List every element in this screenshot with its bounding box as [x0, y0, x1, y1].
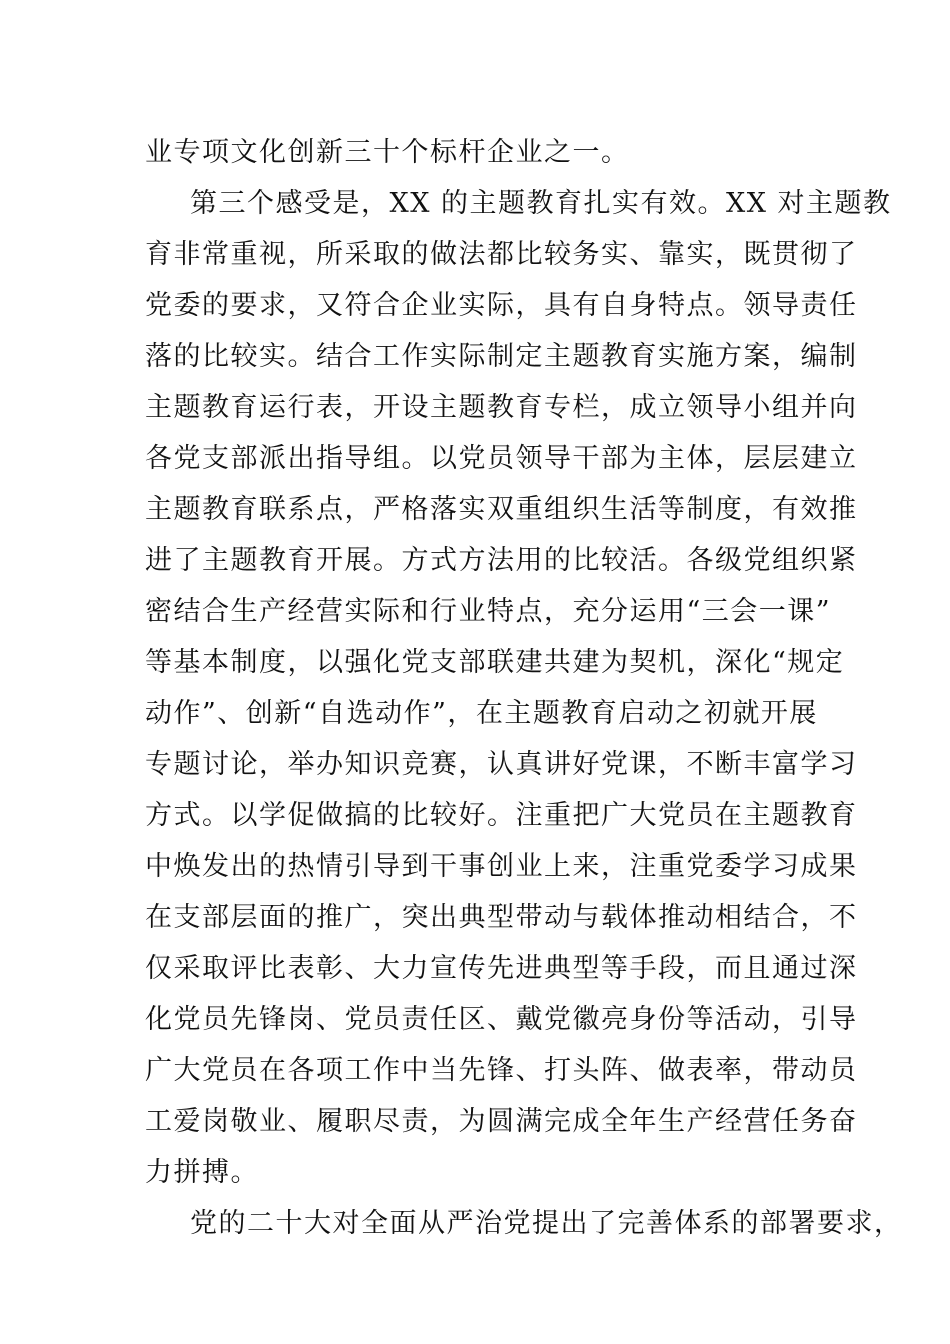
text-line: 育非常重视，所采取的做法都比较务实、靠实，既贯彻了: [145, 239, 858, 270]
text-line: 业专项文化创新三十个标杆企业之一。: [145, 137, 630, 168]
text-line: 主题教育运行表，开设主题教育专栏，成立领导小组并向: [145, 392, 858, 423]
text-line: 落的比较实。结合工作实际制定主题教育实施方案，编制: [145, 341, 858, 372]
text-line: 各党支部派出指导组。以党员领导干部为主体，层层建立: [145, 443, 858, 474]
text-line: 主题教育联系点，严格落实双重组织生活等制度，有效推: [145, 494, 858, 525]
text-line: 中焕发出的热情引导到干事创业上来，注重党委学习成果: [145, 851, 858, 882]
text-line: 化党员先锋岗、党员责任区、戴党徽亮身份等活动，引导: [145, 1004, 858, 1035]
paragraph-start-line: 党的二十大对全面从严治党提出了完善体系的部署要求，: [190, 1208, 903, 1239]
text-line: 党委的要求，又符合企业实际，具有自身特点。领导责任: [145, 290, 858, 321]
text-line: 工爱岗敬业、履职尽责，为圆满完成全年生产经营任务奋: [145, 1106, 858, 1137]
text-line: 进了主题教育开展。方式方法用的比较活。各级党组织紧: [145, 545, 858, 576]
text-line: 广大党员在各项工作中当先锋、打头阵、做表率，带动员: [145, 1055, 858, 1086]
text-line: 力拼搏。: [145, 1157, 259, 1188]
text-line: 动作”、创新“自选动作”，在主题教育启动之初就开展: [145, 698, 818, 729]
text-line: 专题讨论，举办知识竞赛，认真讲好党课，不断丰富学习: [145, 749, 858, 780]
text-line: 密结合生产经营实际和行业特点，充分运用“三会一课”: [145, 596, 832, 627]
paragraph-start-line: 第三个感受是，XX 的主题教育扎实有效。XX 对主题教: [190, 188, 892, 219]
text-line: 仅采取评比表彰、大力宣传先进典型等手段，而且通过深: [145, 953, 858, 984]
text-line: 等基本制度，以强化党支部联建共建为契机，深化“规定: [145, 647, 845, 678]
text-line: 在支部层面的推广，突出典型带动与载体推动相结合，不: [145, 902, 858, 933]
text-line: 方式。以学促做搞的比较好。注重把广大党员在主题教育: [145, 800, 858, 831]
